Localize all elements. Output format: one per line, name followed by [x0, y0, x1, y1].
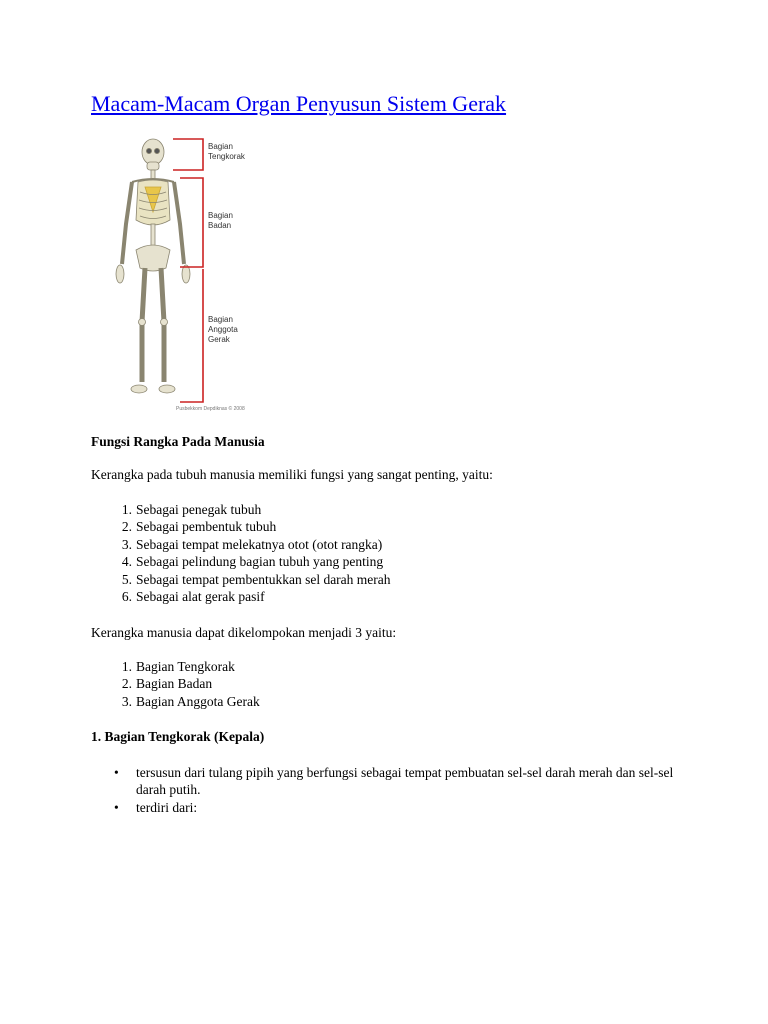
list-item: • terdiri dari: — [114, 799, 198, 815]
section-heading-fungsi: Fungsi Rangka Pada Manusia — [91, 434, 265, 449]
list-item: 2. Bagian Badan — [121, 676, 213, 692]
label-badan: Bagian Badan — [208, 211, 233, 230]
list-item: 3. Bagian Anggota Gerak — [121, 693, 260, 709]
figure-credit: Pusbekkom Depdiknas © 2008 — [176, 406, 245, 412]
bullet-icon: • — [114, 799, 119, 815]
bracket-tengkorak — [173, 139, 203, 170]
intro-paragraph-kelompok: Kerangka manusia dapat dikelompokan menjadi 3 yaitu: — [91, 625, 397, 640]
list-item: 1. Sebagai penegak tubuh — [121, 502, 262, 517]
skeleton-figure — [100, 132, 280, 417]
list-item: 2. Sebagai pembentuk tubuh — [121, 519, 277, 535]
list-item: 4. Sebagai pelindung bagian tubuh yang penting — [121, 554, 384, 570]
list-item: 6. Sebagai alat gerak pasif — [121, 589, 265, 605]
list-item: • tersusun dari tulang pipih yang berfungsi sebagai tempat pembuatan sel-sel darah merah dan sel-sel darah putih. — [114, 765, 674, 798]
page-title-link[interactable]: Macam-Macam Organ Penyusun Sistem Gerak — [91, 91, 507, 116]
tengkorak-bullet-list — [114, 764, 676, 816]
bullet-icon: • — [114, 765, 119, 780]
label-anggota-gerak: Bagian Anggota Gerak — [208, 315, 238, 344]
functions-list — [121, 501, 391, 605]
skeleton-illustration — [116, 139, 190, 393]
bracket-anggota — [180, 269, 203, 402]
intro-paragraph-fungsi: Kerangka pada tubuh manusia memiliki fungsi yang sangat penting, yaitu: — [91, 467, 493, 482]
groups-list — [121, 658, 260, 710]
list-item: 3. Sebagai tempat melekatnya otot (otot rangka) — [121, 536, 383, 552]
section-heading-tengkorak: 1. Bagian Tengkorak (Kepala) — [91, 729, 265, 744]
list-item: 1. Bagian Tengkorak — [121, 659, 235, 674]
list-item: 5. Sebagai tempat pembentukkan sel darah merah — [121, 571, 391, 587]
label-tengkorak: Bagian Tengkorak — [208, 142, 245, 161]
